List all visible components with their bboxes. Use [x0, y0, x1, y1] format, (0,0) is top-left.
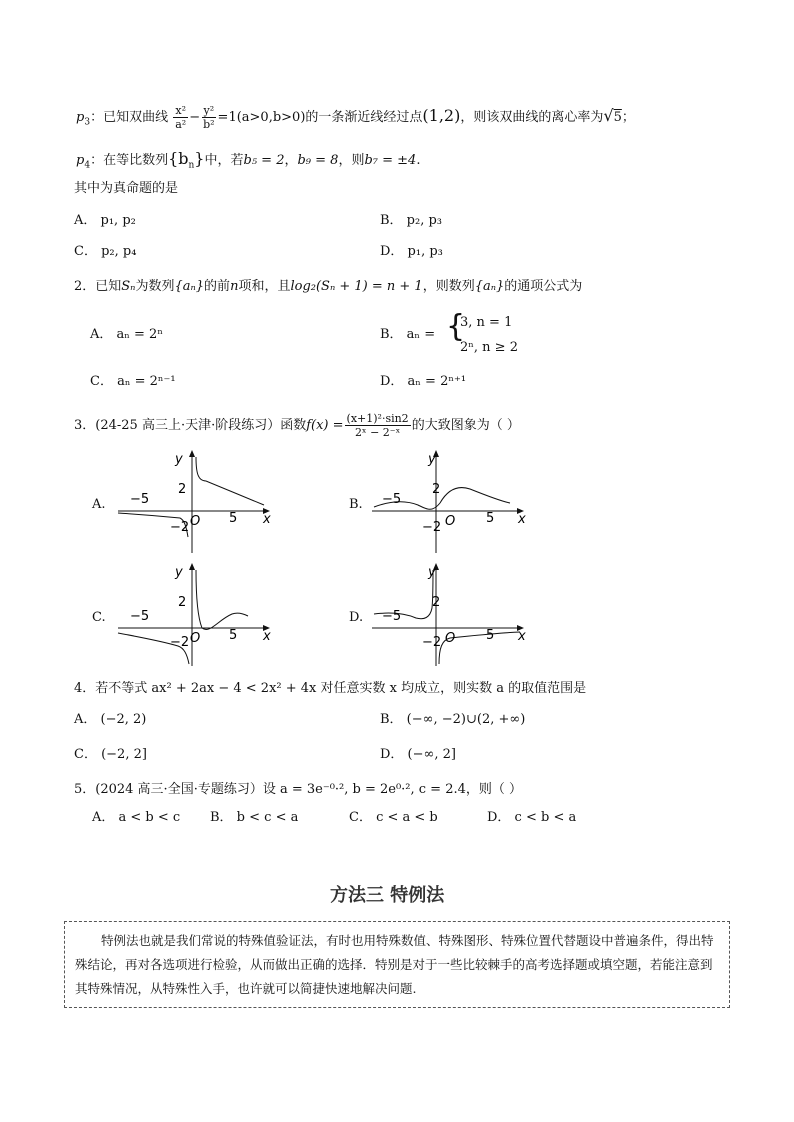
q3-option-d[interactable]: D.	[349, 610, 364, 625]
method-description-text: 特例法也就是我们常说的特殊值验证法，有时也用特殊数值、特殊图形、特殊位置代替题设中普遍条件，得出特殊结论，再对各选项进行检验，从而做出正确的选择．特别是对于一些比较棘手的高考选择题或填空题，若能注意到其特殊情况，从特殊性入手，也许就可以简捷快速地解决问题.	[75, 933, 714, 996]
tick-neg2: −2	[422, 635, 442, 650]
q1-option-a[interactable]: A． p₁, p₂	[74, 213, 136, 228]
tick-2: 2	[178, 482, 187, 497]
q1-option-b[interactable]: B． p₂, p₃	[380, 213, 443, 228]
q4-option-d[interactable]: D． (−∞, 2]	[380, 747, 456, 762]
q2-option-d[interactable]: D． aₙ = 2ⁿ⁺¹	[380, 374, 467, 389]
graph-d[interactable]	[370, 558, 540, 668]
y-arrow-icon	[189, 563, 195, 570]
q4-option-a[interactable]: A． (−2, 2)	[74, 712, 147, 727]
tick-5: 5	[486, 511, 495, 526]
q3-option-c[interactable]: C.	[92, 610, 106, 625]
proposition-p4: $p_4$：在等比数列$\{b_n\}$中，若b₅ = 2，b₉ = 8，则b₇ = ±4.	[76, 149, 421, 171]
section-heading: 方法三 特例法	[330, 885, 445, 906]
origin-label: O	[190, 514, 201, 529]
y-label: y	[428, 565, 436, 580]
tick-2: 2	[432, 595, 441, 610]
fraction-x2-a2: $\frac{\text{x²}}{\text{a²}}$	[175, 104, 187, 131]
tick-neg5: −5	[382, 609, 402, 624]
sqrt-icon: √	[603, 106, 614, 125]
fraction-y2-b2: $\frac{\text{y²}}{\text{b²}}$	[203, 104, 215, 131]
q5-option-a[interactable]: A． a < b < c	[92, 810, 181, 825]
q3-stem: 3．(24-25 高三上·天津·阶段练习）函数f(x) = $\frac{\text{(x+1)²·sin2}}{\text{2ˣ − 2⁻ˣ}}$ 的大致图象为（ ）	[74, 412, 520, 439]
tick-neg5: −5	[130, 492, 150, 507]
q3-option-a[interactable]: A.	[92, 497, 106, 512]
origin-label: O	[445, 631, 456, 646]
q2-option-b-case1: 3, n = 1	[460, 315, 513, 330]
q5-option-c[interactable]: C． c < a < b	[349, 810, 438, 825]
q2-option-a[interactable]: A． aₙ = 2ⁿ	[90, 327, 163, 342]
curve-right	[196, 457, 264, 505]
graph-c[interactable]	[110, 558, 280, 668]
tick-neg2: −2	[422, 520, 442, 535]
q4-stem: 4．若不等式 ax² + 2ax − 4 < 2x² + 4x 对任意实数 x 均成立，则实数 a 的取值范围是	[74, 681, 587, 696]
q1-option-c[interactable]: C． p₂, p₄	[74, 244, 137, 259]
fraction-fx: $\frac{\text{(x+1)²·sin2}}{\text{2ˣ − 2⁻ˣ}}$	[346, 412, 409, 439]
origin-label: O	[190, 631, 201, 646]
tick-neg5: −5	[382, 492, 402, 507]
q5-option-d[interactable]: D． c < b < a	[487, 810, 577, 825]
tick-neg5: −5	[130, 609, 150, 624]
x-label: x	[518, 629, 526, 644]
y-label: y	[175, 565, 183, 580]
method-description-box	[64, 921, 730, 1008]
tick-5: 5	[229, 511, 238, 526]
tick-2: 2	[178, 595, 187, 610]
tick-2: 2	[432, 482, 441, 497]
tick-5: 5	[229, 628, 238, 643]
origin-label: O	[445, 514, 456, 529]
tick-neg2: −2	[170, 520, 190, 535]
q2-stem: 2．已知Sₙ为数列{aₙ}的前n项和，且log₂(Sₙ + 1) = n + 1，则数列{aₙ}的通项公式为	[74, 279, 583, 294]
graph-a[interactable]	[110, 445, 280, 555]
q5-option-b[interactable]: B． b < c < a	[210, 810, 299, 825]
y-label: y	[175, 452, 183, 467]
tick-neg2: −2	[170, 635, 190, 650]
x-label: x	[263, 512, 271, 527]
tick-5: 5	[486, 628, 495, 643]
q4-option-c[interactable]: C． (−2, 2]	[74, 747, 147, 762]
y-label: y	[428, 452, 436, 467]
q4-option-b[interactable]: B． (−∞, −2)∪(2, +∞)	[380, 712, 526, 727]
q1-option-d[interactable]: D． p₁, p₃	[380, 244, 443, 259]
q2-option-b[interactable]: B． aₙ =	[380, 327, 436, 342]
q5-stem: 5．(2024 高三·全国·专题练习）设 a = 3e⁻⁰·², b = 2e⁰·², c = 2.4，则（ ）	[74, 782, 523, 797]
x-label: x	[263, 629, 271, 644]
curve-right	[196, 570, 248, 629]
y-arrow-icon	[189, 450, 195, 457]
q2-option-b-case2: 2ⁿ, n ≥ 2	[460, 340, 518, 355]
q2-option-c[interactable]: C． aₙ = 2ⁿ⁻¹	[90, 374, 176, 389]
q2-option-b-brace: {	[446, 309, 466, 344]
x-label: x	[518, 512, 526, 527]
q1-stem: 其中为真命题的是	[74, 181, 179, 196]
graph-b[interactable]	[370, 445, 540, 555]
proposition-p3: $p_3$：已知双曲线 $\frac{\text{x²}}{\text{a²}}$ − $\frac{\text{y²}}{\text{b²}}$ =1(a>0,b>0)的一条渐近线经过点(1,2)，则该双曲线的离心率为√5；	[76, 104, 635, 131]
p3-label: p	[76, 110, 85, 125]
q3-option-b[interactable]: B.	[349, 497, 363, 512]
